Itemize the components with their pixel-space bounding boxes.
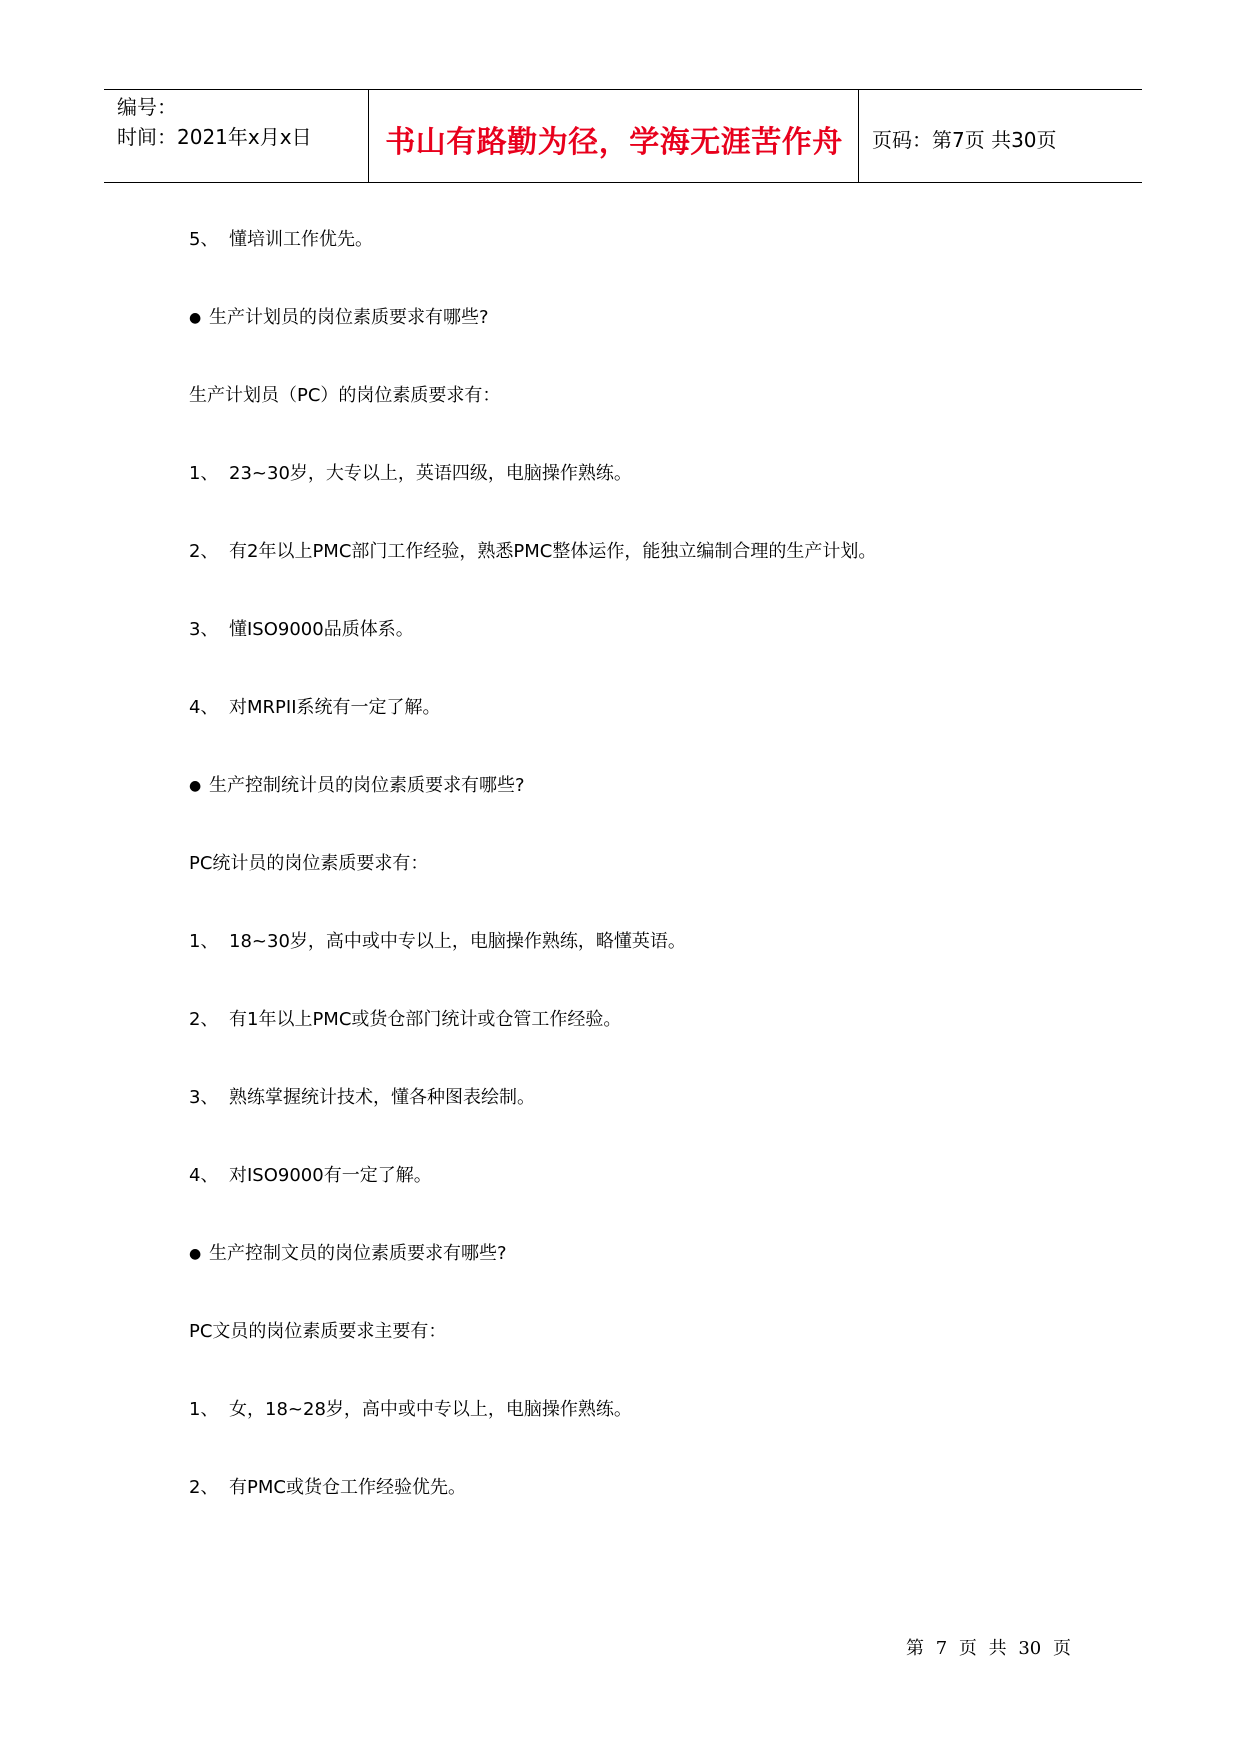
code-label: 编号： <box>117 95 177 119</box>
list-item <box>189 224 1089 302</box>
paragraph-text: 生产计划员（PC）的岗位素质要求有： <box>189 385 501 406</box>
list-item <box>189 536 1089 614</box>
item-number: 3、 <box>189 619 219 640</box>
question-text: 生产计划员的岗位素质要求有哪些? <box>209 307 489 328</box>
list-item <box>189 692 1089 770</box>
header-bottom-rule <box>104 182 1142 183</box>
list-item <box>189 1004 1089 1082</box>
item-number: 2、 <box>189 1477 219 1498</box>
paragraph <box>189 1316 1089 1394</box>
section-question <box>189 770 1089 848</box>
header-divider <box>858 89 859 183</box>
item-text: 懂培训工作优先。 <box>229 229 373 250</box>
header-divider <box>368 89 369 183</box>
document-body <box>189 224 1089 1550</box>
paragraph-text: PC文员的岗位素质要求主要有： <box>189 1321 447 1342</box>
item-number: 3、 <box>189 1087 219 1108</box>
item-number: 5、 <box>189 229 219 250</box>
bullet-icon: ● <box>189 310 202 326</box>
paragraph <box>189 380 1089 458</box>
item-text: 23~30岁，大专以上，英语四级，电脑操作熟练。 <box>229 463 632 484</box>
item-text: 女，18~28岁，高中或中专以上，电脑操作熟练。 <box>229 1399 632 1420</box>
question-text: 生产控制统计员的岗位素质要求有哪些? <box>209 775 525 796</box>
item-text: 18~30岁，高中或中专以上，电脑操作熟练，略懂英语。 <box>229 931 686 952</box>
item-text: 有1年以上PMC或货仓部门统计或仓管工作经验。 <box>229 1009 622 1030</box>
item-number: 1、 <box>189 1399 219 1420</box>
bullet-icon: ● <box>189 1246 202 1262</box>
list-item <box>189 1082 1089 1160</box>
bullet-icon: ● <box>189 778 202 794</box>
list-item <box>189 926 1089 1004</box>
section-question <box>189 302 1089 380</box>
list-item <box>189 1472 1089 1550</box>
item-number: 2、 <box>189 1009 219 1030</box>
header-page-label: 页码：第7页 共30页 <box>872 128 1057 152</box>
page-footer-number: 第 7 页 共 30 页 <box>906 1638 1071 1659</box>
section-question <box>189 1238 1089 1316</box>
item-text: 懂ISO9000品质体系。 <box>229 619 414 640</box>
list-item <box>189 614 1089 692</box>
time-label: 时间：2021年x月x日 <box>117 125 312 149</box>
item-number: 2、 <box>189 541 219 562</box>
item-number: 1、 <box>189 931 219 952</box>
item-text: 有PMC或货仓工作经验优先。 <box>229 1477 466 1498</box>
item-text: 有2年以上PMC部门工作经验，熟悉PMC整体运作，能独立编制合理的生产计划。 <box>229 541 877 562</box>
item-text: 对ISO9000有一定了解。 <box>229 1165 432 1186</box>
item-text: 熟练掌握统计技术，懂各种图表绘制。 <box>229 1087 535 1108</box>
list-item <box>189 458 1089 536</box>
list-item <box>189 1394 1089 1472</box>
item-number: 1、 <box>189 463 219 484</box>
header-top-rule <box>104 89 1142 90</box>
question-text: 生产控制文员的岗位素质要求有哪些? <box>209 1243 507 1264</box>
paragraph-text: PC统计员的岗位素质要求有： <box>189 853 429 874</box>
list-item <box>189 1160 1089 1238</box>
item-number: 4、 <box>189 1165 219 1186</box>
item-text: 对MRPII系统有一定了解。 <box>229 697 441 718</box>
header-left-cell <box>117 92 312 152</box>
item-number: 4、 <box>189 697 219 718</box>
paragraph <box>189 848 1089 926</box>
header-motto: 书山有路勤为径，学海无涯苦作舟 <box>385 125 843 160</box>
